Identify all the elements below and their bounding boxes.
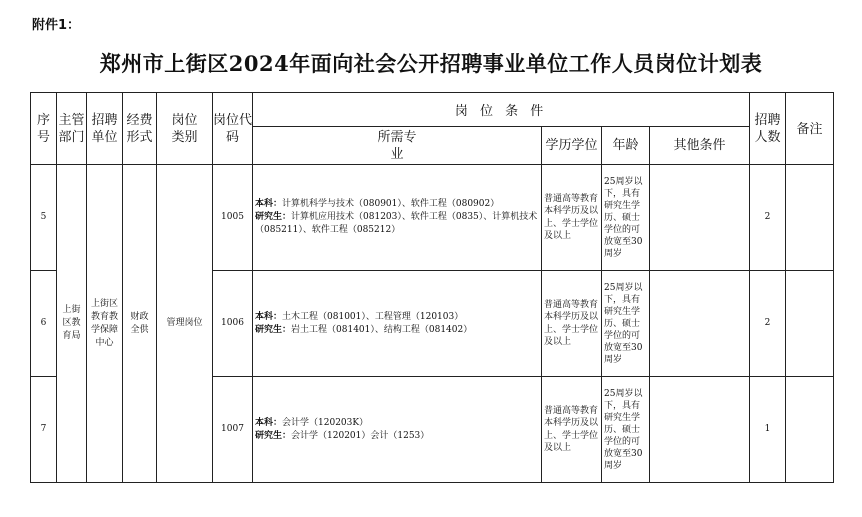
funding-cell: 财政全供	[123, 165, 157, 483]
edu-cell: 普通高等教育本科学历及以上、学士学位及以上	[542, 271, 602, 377]
table-row	[31, 165, 834, 271]
undergrad-majors: 土木工程（081001）、工程管理（120103）	[282, 311, 464, 322]
undergrad-label: 本科：	[255, 199, 283, 209]
header-edu: 学历学位	[542, 127, 602, 165]
count-cell: 1	[750, 377, 786, 483]
grad-majors: 岩土工程（081401）、结构工程（081402）	[291, 324, 473, 335]
header-row-1	[31, 93, 834, 127]
count-cell: 2	[750, 165, 786, 271]
grad-label: 研究生：	[255, 324, 292, 335]
edu-cell: 普通高等教育本科学历及以上、学士学位及以上	[542, 165, 602, 271]
header-conditions: 岗 位 条 件	[253, 93, 750, 127]
header-remark: 备注	[786, 93, 834, 165]
grad-label: 研究生：	[255, 212, 292, 222]
attachment-label: 附件1：	[32, 18, 81, 33]
header-unit: 招聘单位	[87, 93, 123, 165]
grad-label: 研究生：	[255, 430, 292, 441]
age-cell: 25周岁以下，具有研究生学历、硕士学位的可放宽至30周岁	[602, 271, 650, 377]
header-seq: 序号	[31, 93, 57, 165]
post-code-cell: 1006	[213, 271, 253, 377]
header-dept: 主管部门	[57, 93, 87, 165]
major-cell	[253, 165, 542, 271]
other-cell	[650, 377, 750, 483]
header-age: 年龄	[602, 127, 650, 165]
seq-cell: 5	[31, 165, 57, 271]
header-other: 其他条件	[650, 127, 750, 165]
remark-cell	[786, 165, 834, 271]
dept-cell: 上街区教育局	[57, 165, 87, 483]
post-type-cell: 管理岗位	[157, 165, 213, 483]
edu-cell: 普通高等教育本科学历及以上、学士学位及以上	[542, 377, 602, 483]
header-count: 招聘人数	[750, 93, 786, 165]
header-post-code: 岗位代码	[213, 93, 253, 165]
grad-majors: 会计学（120201）会计（1253）	[291, 430, 430, 441]
unit-cell: 上街区教育教学保障中心	[87, 165, 123, 483]
header-post-type: 岗位类别	[157, 93, 213, 165]
grad-majors: 计算机应用技术（081203）、软件工程（0835）、计算机技术（085211）、软件工程（085212）	[255, 212, 538, 235]
document-title: 郑州市上街区2024年面向社会公开招聘事业单位工作人员岗位计划表	[99, 51, 763, 76]
count-cell: 2	[750, 271, 786, 377]
seq-cell: 7	[31, 377, 57, 483]
undergrad-majors: 会计学（120203K）	[282, 417, 369, 428]
major-cell	[253, 377, 542, 483]
seq-cell: 6	[31, 271, 57, 377]
header-funding: 经费形式	[123, 93, 157, 165]
undergrad-label: 本科：	[255, 311, 283, 322]
post-code-cell: 1007	[213, 377, 253, 483]
post-code-cell: 1005	[213, 165, 253, 271]
undergrad-majors: 计算机科学与技术（080901）、软件工程（080902）	[282, 199, 500, 209]
header-major: 所需专业	[253, 127, 542, 165]
remark-cell	[786, 377, 834, 483]
remark-cell	[786, 271, 834, 377]
age-cell: 25周岁以下，具有研究生学历、硕士学位的可放宽至30周岁	[602, 165, 650, 271]
post-plan-table	[30, 92, 834, 483]
other-cell	[650, 165, 750, 271]
other-cell	[650, 271, 750, 377]
undergrad-label: 本科：	[255, 417, 283, 428]
age-cell: 25周岁以下，具有研究生学历、硕士学位的可放宽至30周岁	[602, 377, 650, 483]
major-cell	[253, 271, 542, 377]
